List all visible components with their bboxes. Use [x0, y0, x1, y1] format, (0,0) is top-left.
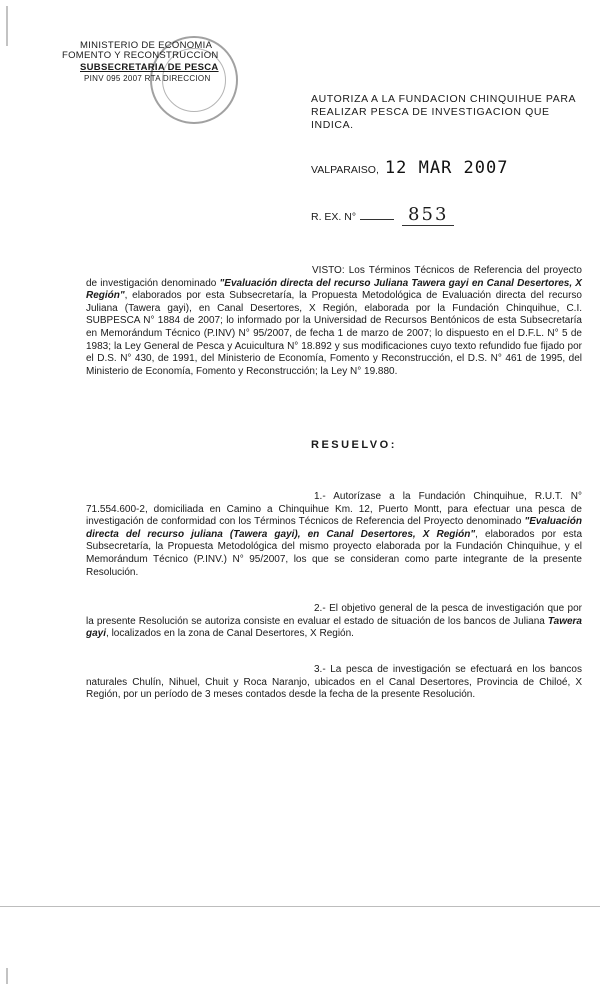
page-bottom-rule [0, 906, 600, 907]
place-label: VALPARAISO, [311, 164, 379, 176]
ministry-stamp [62, 36, 240, 106]
stamp-ministry-line: MINISTERIO DE ECONOMIA [80, 40, 213, 51]
item-1-lead: 1.- Autorízase a la Fundación Chinquihue, R.U.T. N° 71.554.600-2, domiciliada en Camino a Chinquihue Km. 12, Puerto Montt, para efectuar una pesca de investigación de conformidad con los Términos Técnicos de Referencia del Proyecto denominado [86, 491, 582, 528]
resolution-item-1 [86, 491, 582, 579]
resolution-subject: AUTORIZA A LA FUNDACION CHINQUIHUE PARA REALIZAR PESCA DE INVESTIGACION QUE INDICA. [311, 93, 576, 131]
resuelvo-heading: RESUELVO: [311, 439, 397, 451]
scan-edge-mark [6, 6, 18, 46]
item-3-lead: 3.- La pesca de investigación se efectuará en los bancos naturales Chulín, Nihuel, Chuit y Roca Naranjo, ubicados en el Canal Desertores, Provincia de Chiloé, X Región, por un período de 3 meses contados desde la fecha de la presente Resolución. [86, 664, 582, 701]
resolution-number-label: R. EX. N° [311, 211, 357, 223]
visto-paragraph [86, 265, 582, 378]
stamp-ministry-line-2: FOMENTO Y RECONSTRUCCION [62, 50, 219, 61]
stamp-reference: PINV 095 2007 RTA DIRECCION [84, 74, 211, 83]
item-2-lead: 2.- El objetivo general de la pesca de investigación que por la presente Resolución se autoriza consiste en evaluar el estado de situación de los bancos de Juliana [86, 603, 582, 627]
resolution-number-value: 853 [402, 204, 454, 226]
item-2-species: Tawera gayi [86, 615, 582, 640]
resolution-item-2 [86, 603, 582, 641]
visto-label: VISTO: [312, 265, 345, 276]
place-date [311, 158, 508, 178]
resolution-item-3 [86, 664, 582, 702]
visto-text-b: , elaborados por esta Subsecretaría, la Propuesta Metodológica de Evaluación directa del recurso Juliana (Tawera gayi), en Canal Desertores, X Región, elaborada por la Fundación Chinquihue, C.I. SUBPESCA N° 1884 de 2007; lo informado por la Universidad de Recursos Bentónicos de esta Subsecretaría en Memorándum Técnico (P.INV) N° 95/2007, de fecha 1 de marzo de 2007; lo dispuesto en el D.F.L. N° 5 de 1983; la Ley General de Pesca y Acuicultura N° 18.892 y sus modificaciones cuyo texto refundido fue fijado por el D.S. N° 430, de 1991, del Ministerio de Economía, Fomento y Reconstrucción, el D.S. N° 461 de 1995, del Ministerio de Economía, Fomento y Reconstrucción; la Ley N° 19.880. [86, 290, 582, 377]
item-1-tail: , elaborados por esta Subsecretaría, la Propuesta Metodológica del mismo proyecto elaborada por la Fundación Chinquihue, y el Memorándum Técnico (P.INV.) N° 95/2007, los que se consideran como parte integrante de la presente Resolución. [86, 528, 583, 578]
item-2-tail: , localizados en la zona de Canal Desertores, X Región. [106, 628, 354, 640]
visto-text-a: Los Términos Técnicos de Referencia del proyecto de investigación denominado [86, 265, 582, 289]
visto-project-title: "Evaluación directa del recurso Juliana Tawera gayi en Canal Desertores, X Región" [86, 277, 582, 302]
scan-edge-mark [6, 968, 18, 984]
stamp-subsecretaria: SUBSECRETARIA DE PESCA [80, 62, 219, 73]
number-line [360, 218, 394, 220]
resolution-number [311, 204, 454, 226]
date-stamp: 12 MAR 2007 [384, 158, 509, 178]
item-1-title: "Evaluación directa del recurso juliana (Tawera gayi), en Canal Desertores, X Región" [86, 516, 582, 540]
